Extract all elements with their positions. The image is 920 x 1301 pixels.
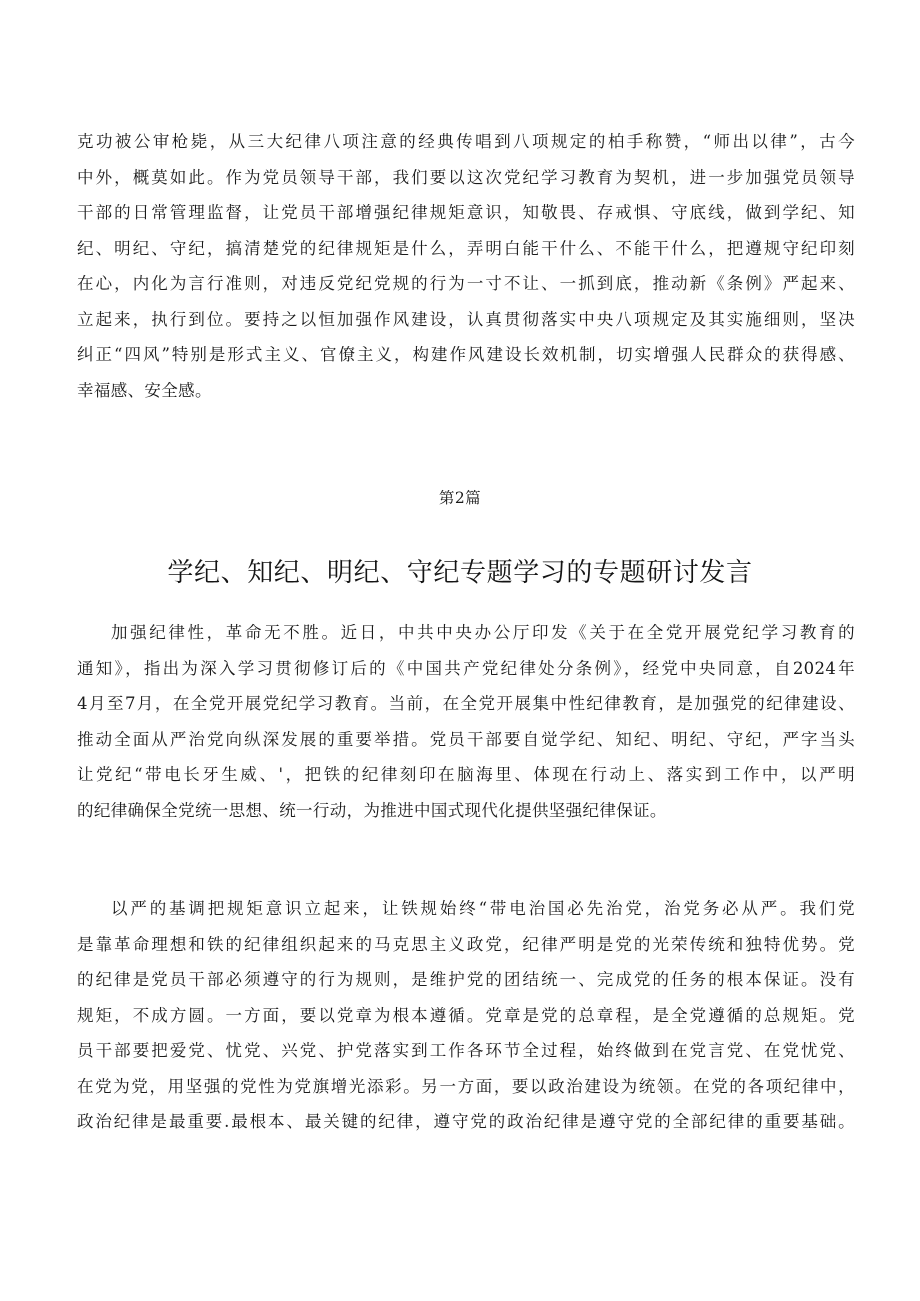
paragraph-line: 立起来，执行到位。要持之以恒加强作风建设，认真贯彻落实中央八项规定及其实施细则，坚决 (77, 309, 855, 329)
paragraph-line: 在心，内化为言行准则，对违反党纪党规的行为一寸不让、一抓到底，推动新《条例》严起来、 (77, 274, 855, 293)
paragraph-line: 幸福感、安全感。 (77, 380, 212, 400)
paragraph-line: 规矩，不成方圆。一方面，要以党章为根本遵循。党章是党的总章程，是全党遵循的总规矩。党 (77, 1005, 855, 1025)
paragraph-line: 4月至7月，在全党开展党纪学习教育。当前，在全党开展集中性纪律教育，是加强党的纪律建设、 (77, 694, 855, 713)
body-paragraph-1 (77, 615, 855, 828)
paragraph-line: 加强纪律性，革命无不胜。近日，中共中央办公厅印发《关于在全党开展党纪学习教育的 (111, 623, 855, 642)
paragraph-line: 克功被公审枪毙，从三大纪律八项注意的经典传唱到八项规定的柏手称赞，“师出以律”，古今 (77, 132, 855, 151)
paragraph-line: 通知》，指出为深入学习贯彻修订后的《中国共产党纪律处分条例》，经党中央同意，自2024年 (77, 658, 855, 678)
body-paragraph-2 (77, 891, 855, 1140)
paragraph-line: 纠正“四风”特别是形式主义、官僚主义，构建作风建设长效机制，切实增强人民群众的获得感、 (77, 345, 855, 364)
paragraph-line: 员干部要把爱党、忧党、兴党、护党落实到工作各环节全过程，始终做到在党言党、在党忧党、 (77, 1041, 855, 1060)
paragraph-line: 以严的基调把规矩意识立起来，让铁规始终“带电治国必先治党，治党务必从严。我们党 (111, 899, 855, 918)
paragraph-line: 中外，概莫如此。作为党员领导干部，我们要以这次党纪学习教育为契机，进一步加强党员领导 (77, 167, 855, 187)
paragraph-line: 的纪律确保全党统一思想、统一行动，为推进中国式现代化提供坚强纪律保证。 (77, 800, 667, 820)
paragraph-line: 让党纪“带电长牙生威、'，把铁的纪律刻印在脑海里、体现在行动上、落实到工作中，以严明 (77, 765, 855, 784)
paragraph-line: 政治纪律是最重要.最根本、最关键的纪律，遵守党的政治纪律是遵守党的全部纪律的重要基础。 (77, 1112, 855, 1131)
paragraph-line: 是靠革命理想和铁的纪律组织起来的马克思主义政党，纪律严明是党的光荣传统和独特优势。党 (77, 934, 855, 954)
section-label: 第2篇 (438, 489, 482, 507)
paragraph-line: 的纪律是党员干部必须遵守的行为规则，是维护党的团结统一、完成党的任务的根本保证。没有 (77, 970, 855, 989)
paragraph-line: 纪、明纪、守纪，搞清楚党的纪律规矩是什么，弄明白能干什么、不能干什么，把遵规守纪印刻 (77, 238, 855, 258)
paragraph-line: 在党为党，用坚强的党性为党旗增光添彩。另一方面，要以政治建设为统领。在党的各项纪律中， (77, 1076, 855, 1096)
paragraph-line: 推动全面从严治党向纵深发展的重要举措。党员干部要自觉学纪、知纪、明纪、守纪，严字当头 (77, 729, 855, 749)
paragraph-line: 干部的日常管理监督，让党员干部增强纪律规矩意识，知敬畏、存戒惧、守底线，做到学纪、知 (77, 203, 855, 222)
article-title: 学纪、知纪、明纪、守纪专题学习的专题研讨发言 (167, 558, 753, 588)
intro-paragraph (77, 124, 855, 408)
